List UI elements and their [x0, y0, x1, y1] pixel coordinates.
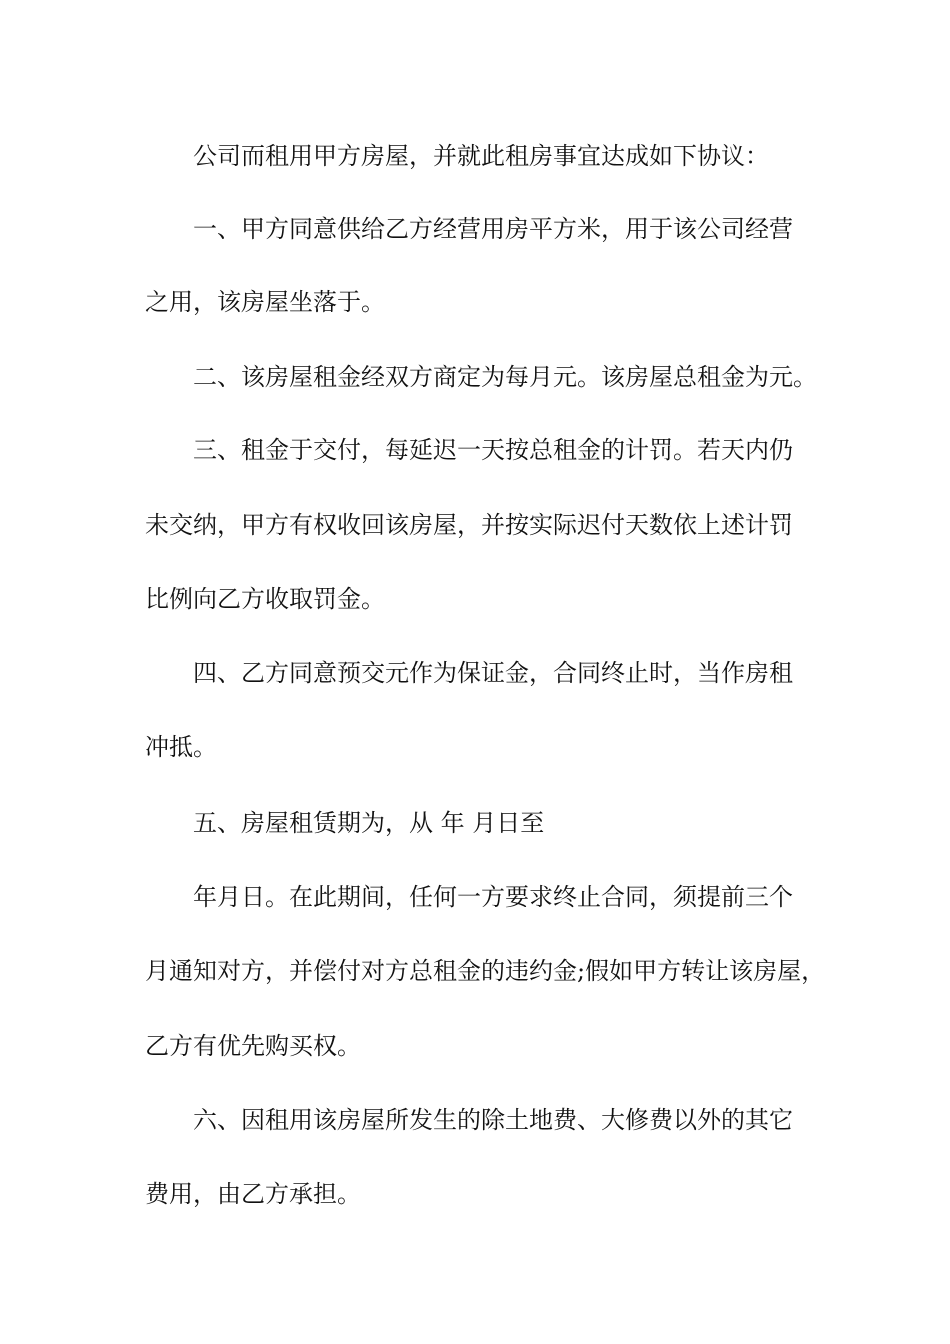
paragraph-line: 年月日。在此期间，任何一方要求终止合同，须提前三个 — [193, 883, 793, 911]
paragraph-line: 公司而租用甲方房屋，并就此租房事宜达成如下协议： — [193, 142, 769, 170]
paragraph-line: 月通知对方，并偿付对方总租金的违约金;假如甲方转让该房屋， — [145, 957, 826, 985]
paragraph-line: 四、乙方同意预交元作为保证金，合同终止时，当作房租 — [193, 659, 793, 687]
paragraph-line: 冲抵。 — [145, 733, 217, 761]
paragraph-line: 未交纳，甲方有权收回该房屋，并按实际迟付天数依上述计罚 — [145, 511, 793, 539]
paragraph-line: 五、房屋租赁期为，从 年 月日至 — [193, 809, 545, 837]
paragraph-line: 之用，该房屋坐落于。 — [145, 288, 385, 316]
paragraph-line: 三、租金于交付，每延迟一天按总租金的计罚。若天内仍 — [193, 436, 793, 464]
paragraph-line: 一、甲方同意供给乙方经营用房平方米，用于该公司经营 — [193, 215, 793, 243]
paragraph-line: 费用，由乙方承担。 — [145, 1180, 361, 1208]
paragraph-line: 比例向乙方收取罚金。 — [145, 585, 385, 613]
paragraph-line: 乙方有优先购买权。 — [145, 1032, 361, 1060]
paragraph-line: 二、该房屋租金经双方商定为每月元。该房屋总租金为元。 — [193, 363, 817, 391]
paragraph-line: 六、因租用该房屋所发生的除土地费、大修费以外的其它 — [193, 1106, 793, 1134]
